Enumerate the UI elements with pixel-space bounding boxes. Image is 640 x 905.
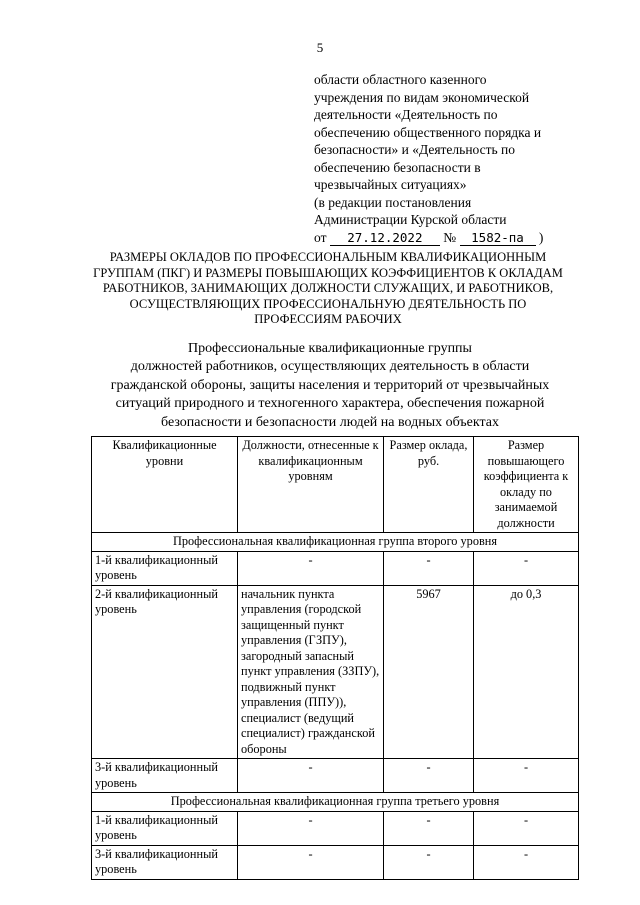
- appendix-header: [314, 71, 614, 246]
- document-title: [80, 250, 576, 328]
- group-row: [92, 793, 579, 812]
- cell-level: 1-й квалификационный уровень: [92, 811, 238, 845]
- table-row: [92, 585, 579, 759]
- page-number: 5: [316, 40, 324, 55]
- cell-salary: -: [384, 845, 474, 879]
- cell-positions: -: [238, 845, 384, 879]
- cell-coefficient: -: [474, 551, 579, 585]
- group-title: Профессиональная квалификационная группа третьего уровня: [92, 793, 579, 812]
- cell-coefficient: -: [474, 811, 579, 845]
- from-label: от: [314, 229, 327, 245]
- resolution-date: 27.12.2022: [330, 230, 440, 246]
- cell-positions: начальник пункта управления (городской защищенный пункт управления (ГЗПУ), загородный запасный пункт управления (ЗЗПУ), подвижный пункт управления (ППУ)), специалист (ведущий специалист) гражданской обороны: [238, 585, 384, 759]
- title-line: ПРОФЕССИЯМ РАБОЧИХ: [254, 312, 402, 326]
- appendix-line: (в редакции постановления: [314, 194, 472, 210]
- header-coefficient: Размер повышающего коэффициента к окладу по занимаемой должности: [474, 437, 579, 533]
- cell-salary: -: [384, 551, 474, 585]
- cell-coefficient: -: [474, 845, 579, 879]
- appendix-line: чрезвычайных ситуациях»: [314, 177, 467, 192]
- cell-level: 2-й квалификационный уровень: [92, 585, 238, 759]
- salary-table: [91, 436, 579, 880]
- appendix-line: области областного казенного: [314, 72, 487, 87]
- header-levels: Квалификационные уровни: [92, 437, 238, 533]
- resolution-number: 1582-па: [460, 230, 536, 246]
- cell-salary: 5967: [384, 585, 474, 759]
- group-row: [92, 533, 579, 552]
- cell-level: 3-й квалификационный уровень: [92, 845, 238, 879]
- number-label: №: [443, 229, 457, 245]
- title-line: РАЗМЕРЫ ОКЛАДОВ ПО ПРОФЕССИОНАЛЬНЫМ КВАЛИФИКАЦИОННЫМ: [109, 250, 547, 264]
- header-positions: Должности, отнесенные к квалификационным уровням: [238, 437, 384, 533]
- table-row: [92, 551, 579, 585]
- table-row: [92, 845, 579, 879]
- table-header-row: [92, 437, 579, 533]
- section-subtitle: [90, 340, 570, 432]
- appendix-line: учреждения по видам экономической: [314, 89, 530, 105]
- table-row: [92, 811, 579, 845]
- appendix-line: обеспечению безопасности в: [314, 159, 481, 175]
- title-line: РАБОТНИКОВ, ЗАНИМАЮЩИХ ДОЛЖНОСТИ СЛУЖАЩИХ, И РАБОТНИКОВ,: [102, 281, 554, 295]
- appendix-line: деятельности «Деятельность по: [314, 107, 498, 122]
- closing-paren: ): [538, 229, 544, 245]
- appendix-line: Администрации Курской области: [314, 212, 507, 227]
- subtitle-line: должностей работников, осуществляющих деятельность в области: [130, 359, 530, 375]
- group-title: Профессиональная квалификационная группа второго уровня: [92, 533, 579, 552]
- cell-salary: -: [384, 759, 474, 793]
- title-line: ОСУЩЕСТВЛЯЮЩИХ ПРОФЕССИОНАЛЬНУЮ ДЕЯТЕЛЬНОСТЬ ПО: [129, 296, 527, 311]
- appendix-line: обеспечению общественного порядка и: [314, 124, 542, 140]
- subtitle-line: Профессиональные квалификационные группы: [188, 341, 472, 356]
- title-line: ГРУППАМ (ПКГ) И РАЗМЕРЫ ПОВЫШАЮЩИХ КОЭФФИЦИЕНТОВ К ОКЛАДАМ: [93, 265, 563, 280]
- cell-coefficient: до 0,3: [474, 585, 579, 759]
- subtitle-line: ситуаций природного и техногенного характера, обеспечения пожарной: [115, 396, 545, 412]
- resolution-reference: [314, 229, 614, 247]
- cell-level: 1-й квалификационный уровень: [92, 551, 238, 585]
- cell-positions: -: [238, 811, 384, 845]
- cell-positions: -: [238, 759, 384, 793]
- cell-positions: -: [238, 551, 384, 585]
- subtitle-line: безопасности и безопасности людей на водных объектах: [161, 414, 499, 430]
- header-salary: Размер оклада, руб.: [384, 437, 474, 533]
- subtitle-line: гражданской обороны, защиты населения и территорий от чрезвычайных: [110, 377, 550, 393]
- appendix-line: безопасности» и «Деятельность по: [314, 142, 516, 157]
- cell-salary: -: [384, 811, 474, 845]
- cell-coefficient: -: [474, 759, 579, 793]
- cell-level: 3-й квалификационный уровень: [92, 759, 238, 793]
- table-row: [92, 759, 579, 793]
